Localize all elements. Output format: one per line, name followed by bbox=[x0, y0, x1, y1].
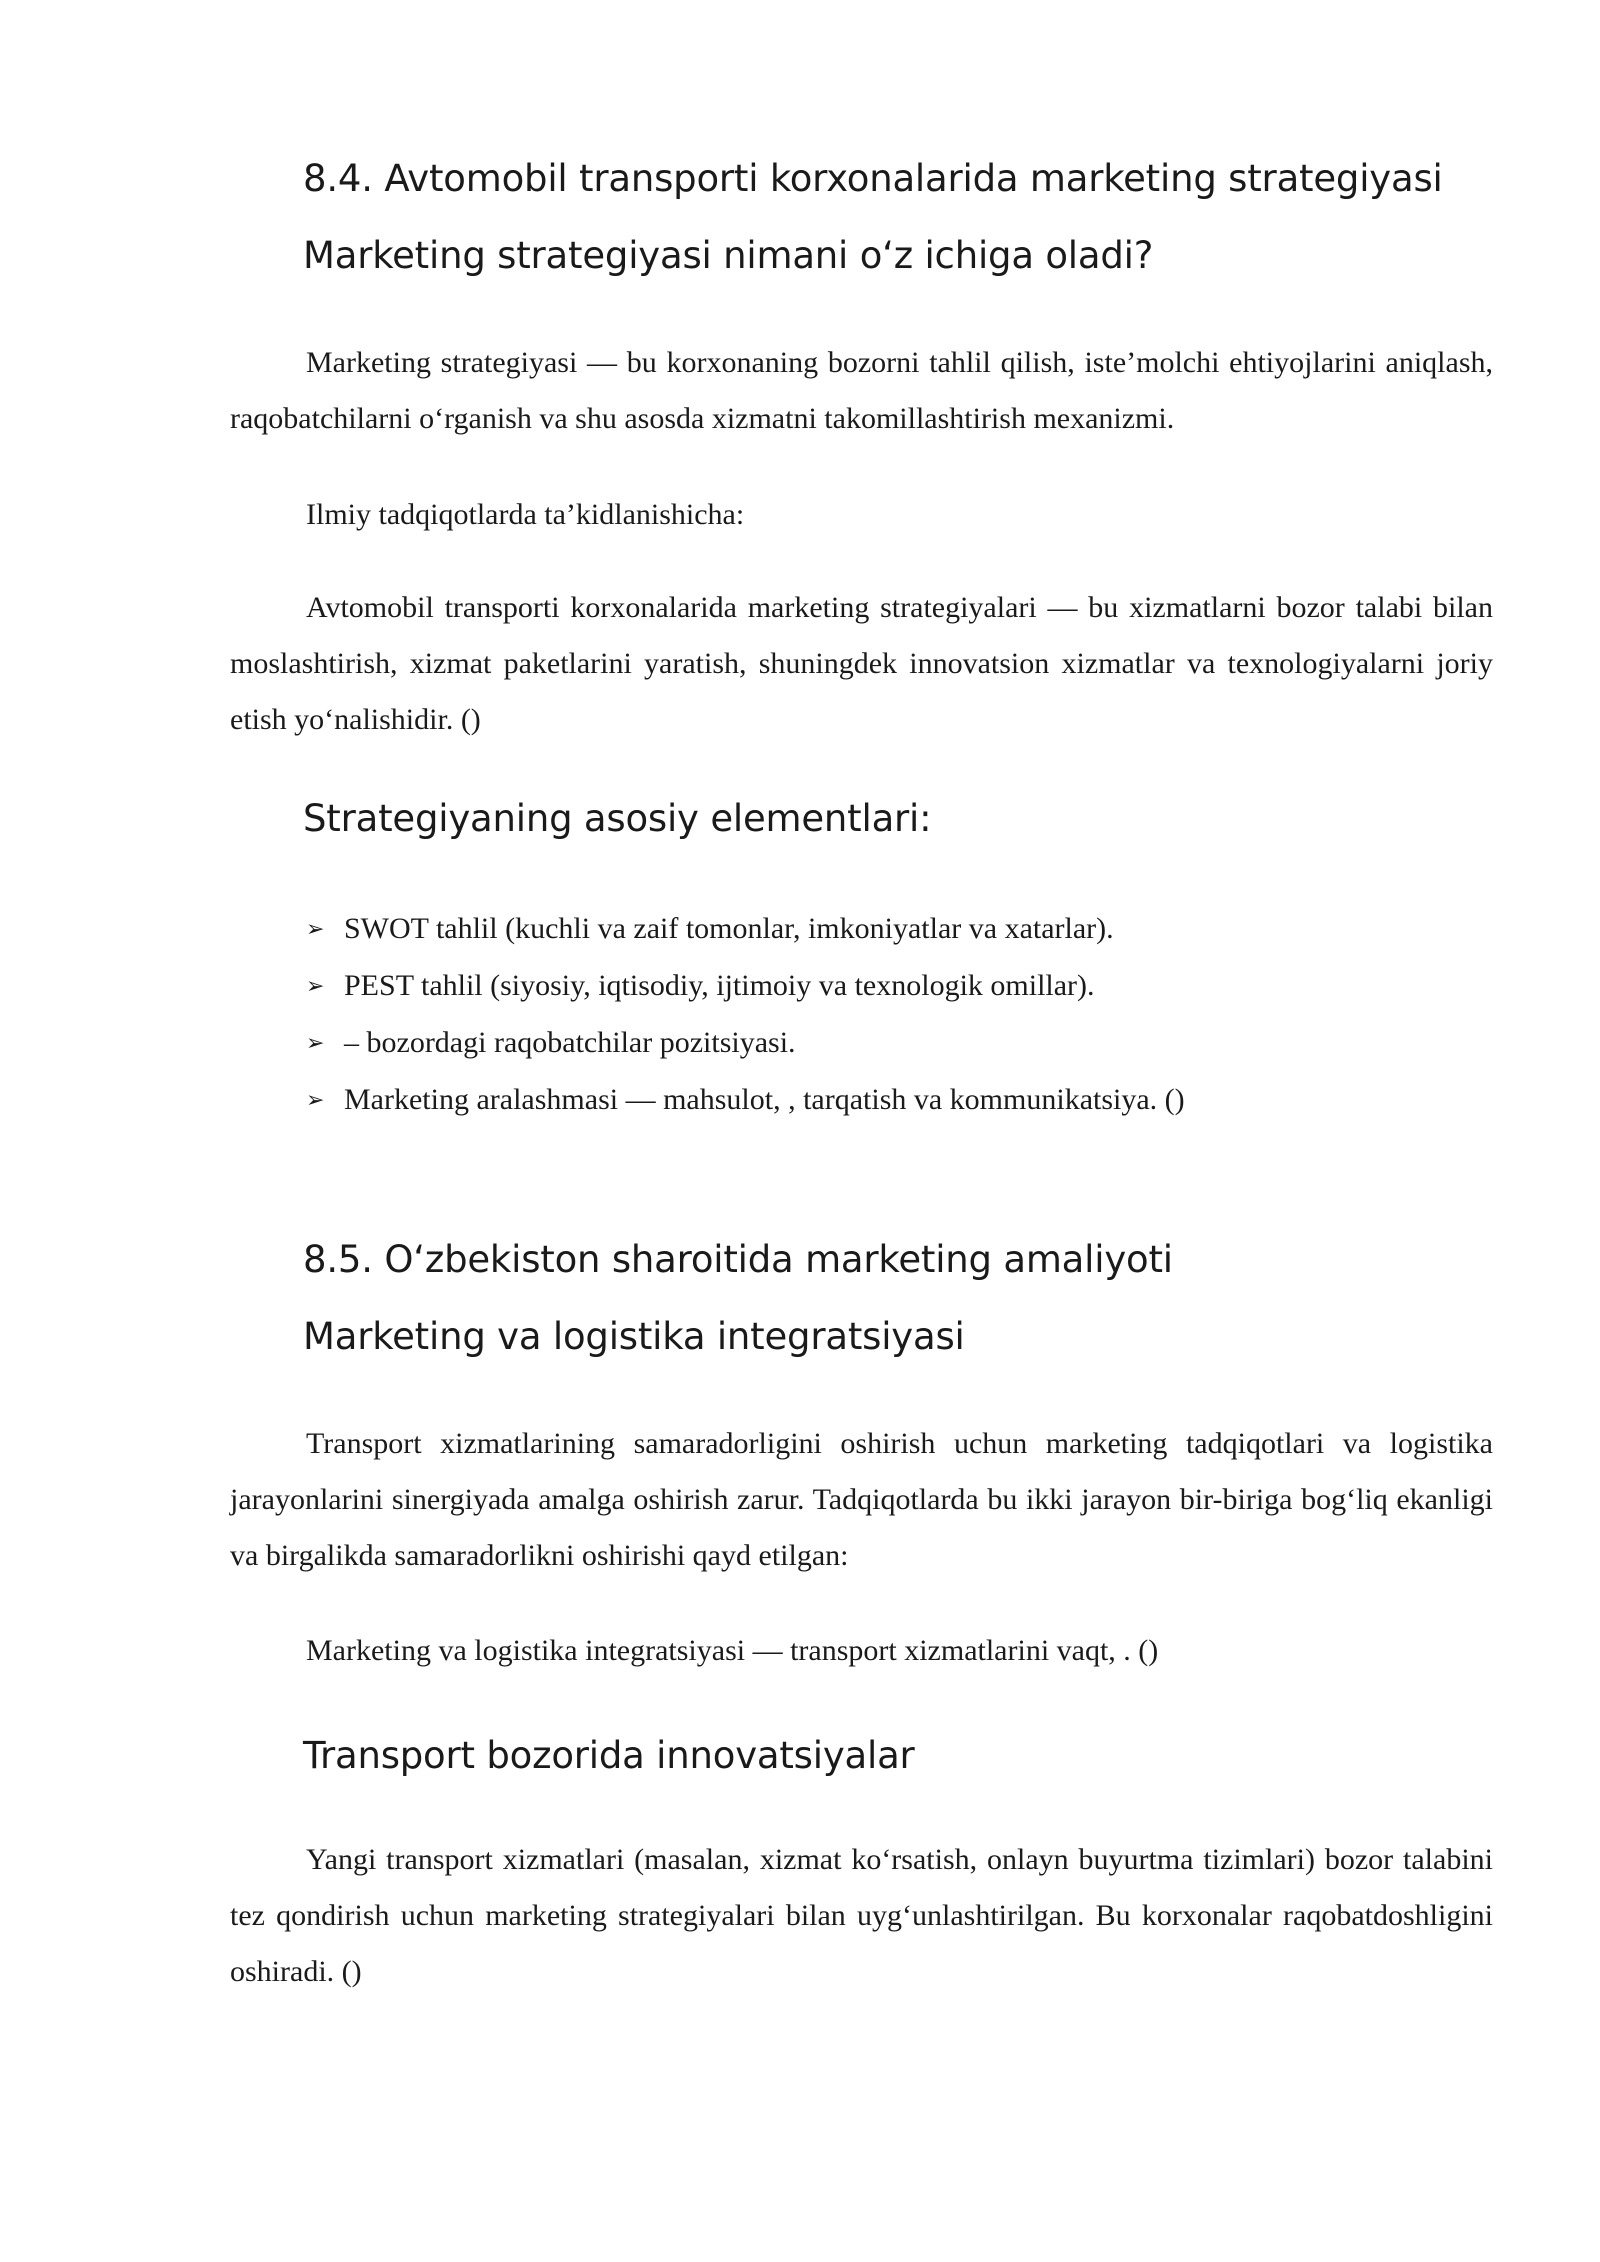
paragraph-text: Avtomobil transporti korxonalarida marketing strategiyalari — bu xizmatlarni bozor talabi bilan moslashtirish, xizmat paketlarini yaratish, shuningdek innovatsion xizmatlar va texnologiyalarni joriy etish yoʻnalishidir. () bbox=[230, 591, 1493, 736]
arrowhead-bullet-icon: ➢ bbox=[306, 1088, 325, 1113]
section-8-4-subtitle: Marketing strategiyasi nimani oʻz ichiga oladi? bbox=[303, 234, 1154, 277]
paragraph-innovations bbox=[230, 1832, 1493, 2000]
list-item bbox=[306, 901, 1185, 958]
list-item bbox=[306, 1015, 1185, 1072]
arrowhead-bullet-icon: ➢ bbox=[306, 917, 325, 942]
list-item-text: SWOT tahlil (kuchli va zaif tomonlar, imkoniyatlar va xatarlar). bbox=[344, 912, 1114, 945]
strategy-elements-list bbox=[306, 901, 1185, 1129]
list-item bbox=[306, 1072, 1185, 1129]
list-item-text: PEST tahlil (siyosiy, iqtisodiy, ijtimoiy va texnologik omillar). bbox=[344, 969, 1095, 1002]
list-item-text: Marketing aralashmasi — mahsulot, , tarqatish va kommunikatsiya. () bbox=[344, 1083, 1185, 1116]
arrowhead-bullet-icon: ➢ bbox=[306, 974, 325, 999]
strategy-elements-heading: Strategiyaning asosiy elementlari: bbox=[303, 797, 932, 840]
section-8-5-title: 8.5. Oʻzbekiston sharoitida marketing amaliyoti bbox=[303, 1238, 1173, 1281]
section-8-5-subtitle: Marketing va logistika integratsiyasi bbox=[303, 1315, 965, 1358]
list-item-text: – bozordagi raqobatchilar pozitsiyasi. bbox=[344, 1026, 796, 1059]
paragraph-text: Yangi transport xizmatlari (masalan, xizmat koʻrsatish, onlayn buyurtma tizimlari) bozor talabini tez qondirish uchun marketing strategiyalari bilan uygʻunlashtirilgan. Bu korxonalar raqobatdoshligini oshiradi. () bbox=[230, 1843, 1493, 1988]
paragraph-integration-quote: Marketing va logistika integratsiyasi — transport xizmatlarini vaqt, . () bbox=[306, 1634, 1159, 1667]
paragraph-strategy-definition bbox=[230, 335, 1493, 447]
innovations-heading: Transport bozorida innovatsiyalar bbox=[303, 1734, 915, 1777]
paragraph-text: Transport xizmatlarining samaradorligini oshirish uchun marketing tadqiqotlari va logistika jarayonlarini sinergiyada amalga oshirish zarur. Tadqiqotlarda bu ikki jarayon bir-biriga bogʻliq ekanligi va birgalikda samaradorlikni oshirishi qayd etilgan: bbox=[230, 1427, 1493, 1572]
section-8-4-title: 8.4. Avtomobil transporti korxonalarida marketing strategiyasi bbox=[303, 157, 1443, 200]
paragraph-text: Marketing strategiyasi — bu korxonaning bozorni tahlil qilish, iste’molchi ehtiyojlarini aniqlash, raqobatchilarni oʻrganish va shu asosda xizmatni takomillashtirish mexanizmi. bbox=[230, 346, 1493, 435]
list-item bbox=[306, 958, 1185, 1015]
paragraph-strategy-quote bbox=[230, 580, 1493, 748]
arrowhead-bullet-icon: ➢ bbox=[306, 1031, 325, 1056]
paragraph-logistics-integration bbox=[230, 1416, 1493, 1584]
paragraph-research-intro: Ilmiy tadqiqotlarda ta’kidlanishicha: bbox=[306, 498, 745, 531]
